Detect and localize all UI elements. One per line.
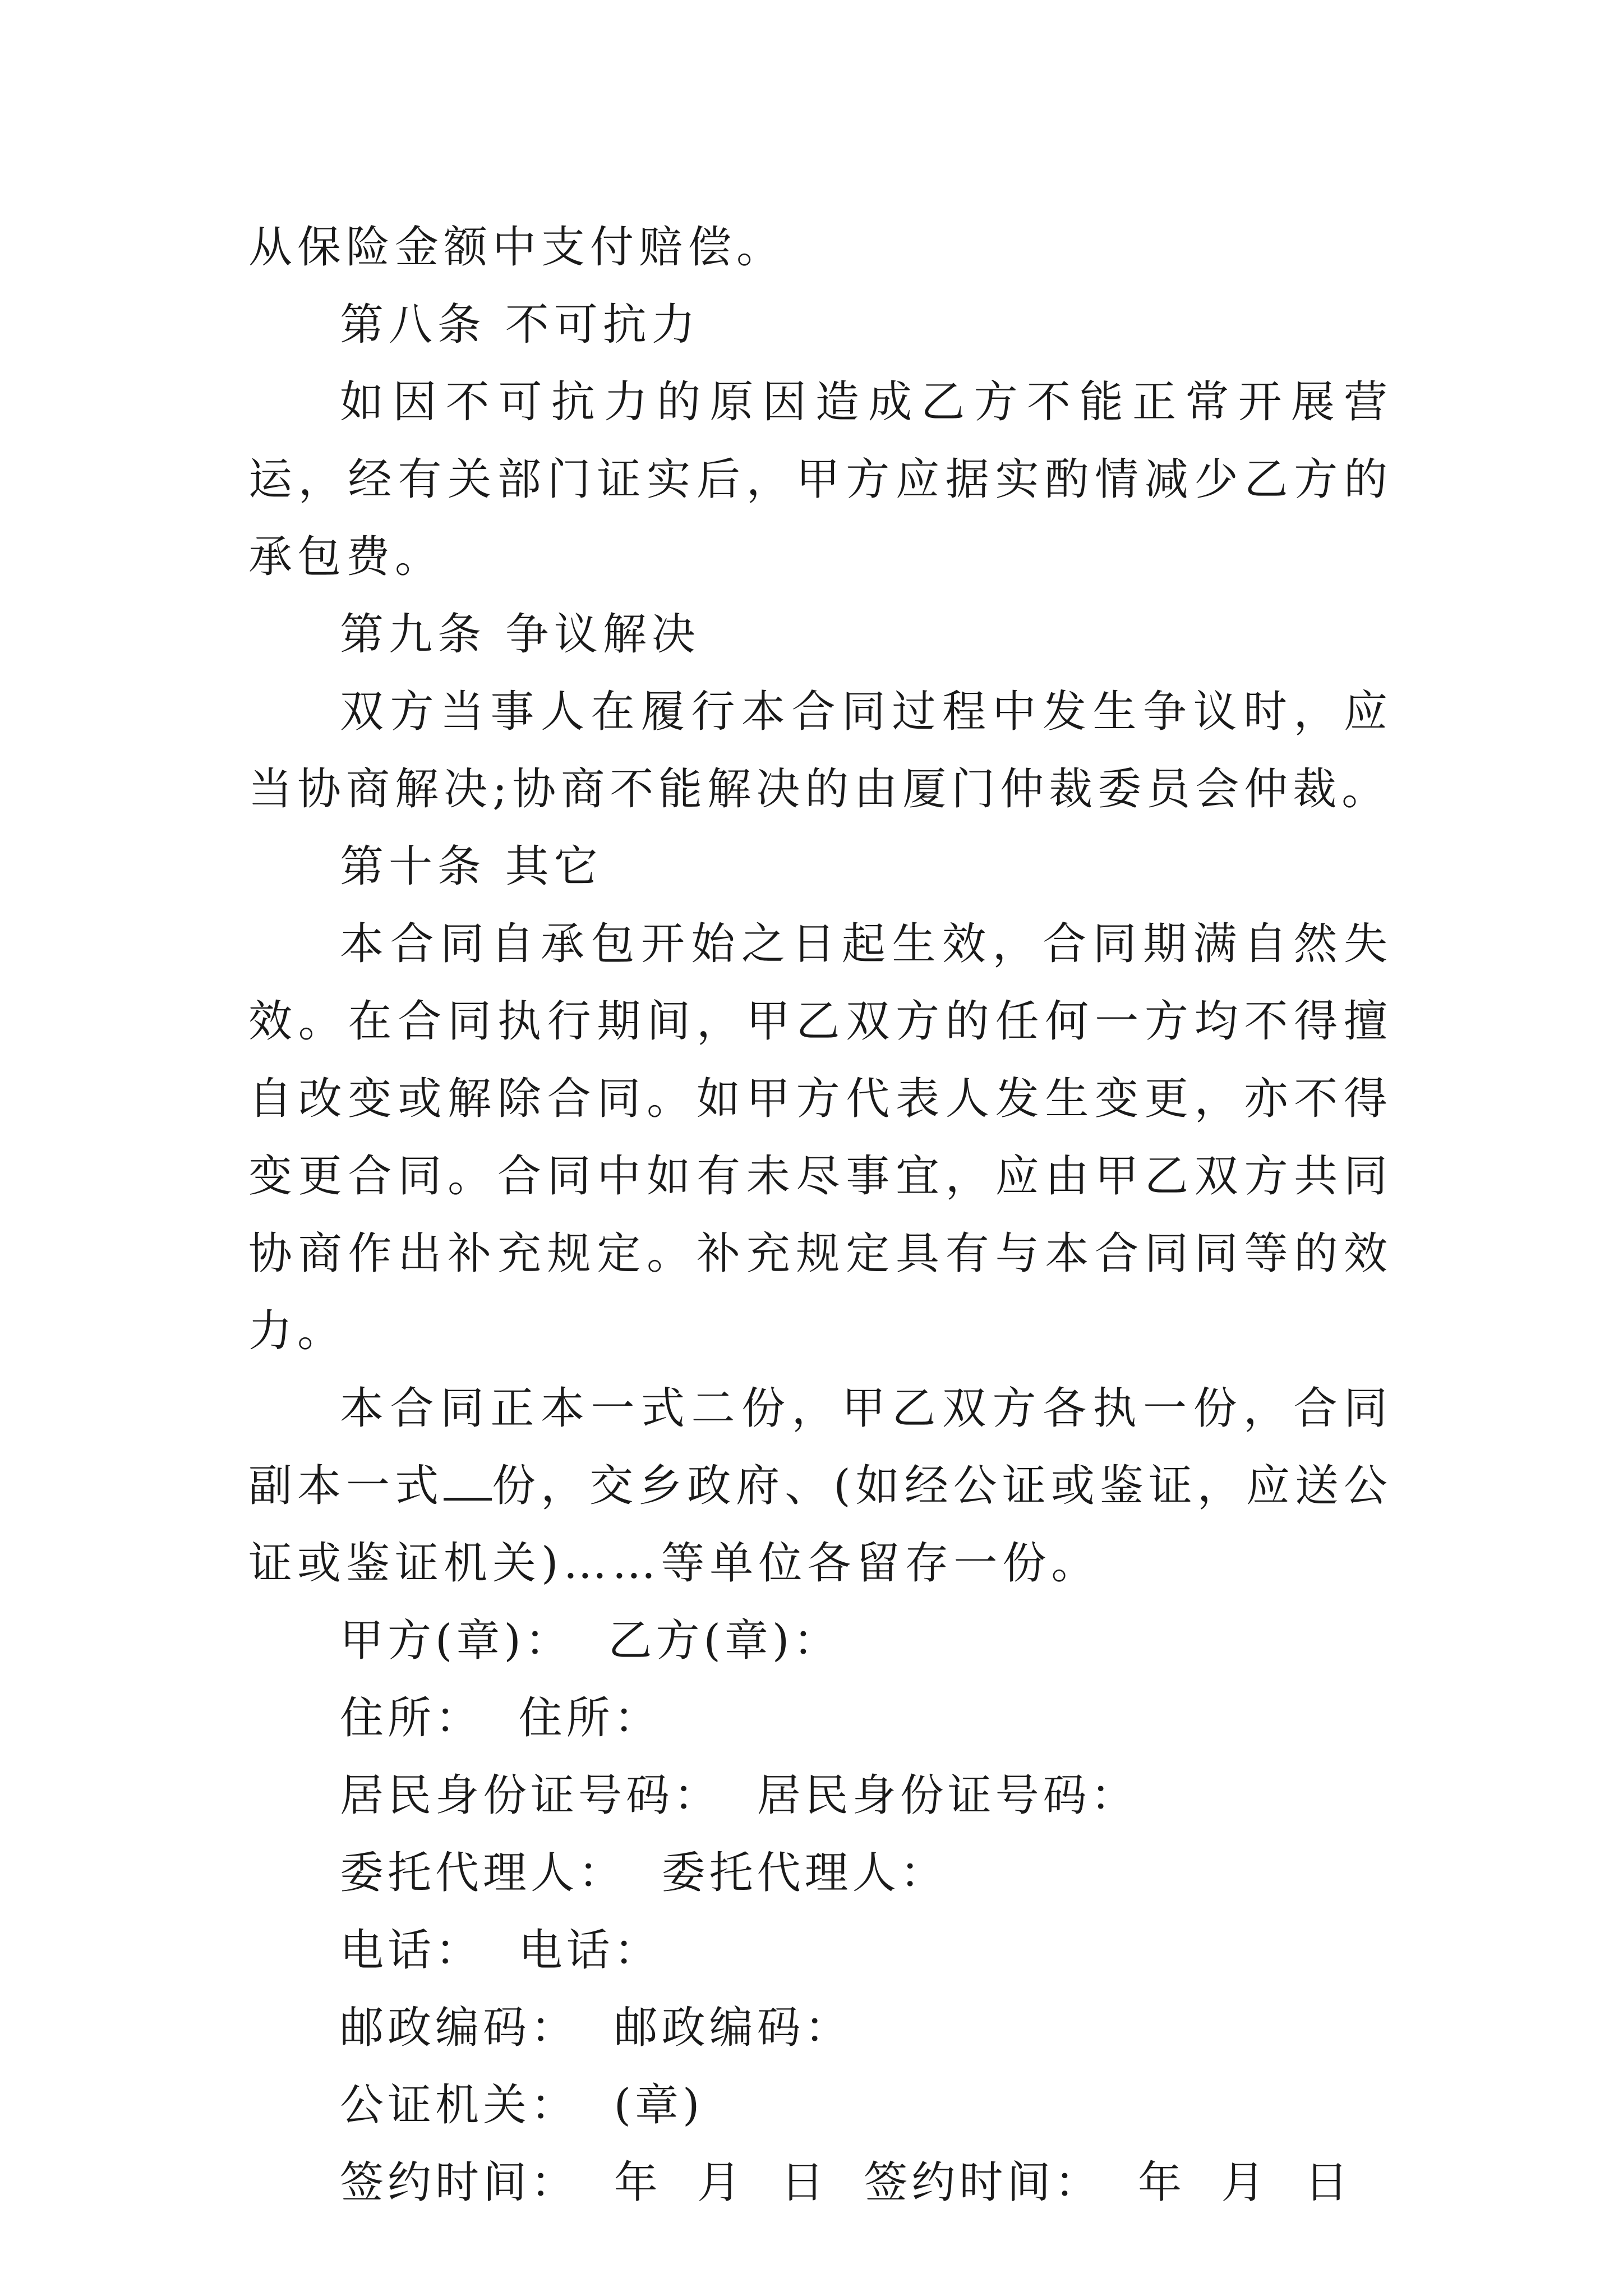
signature-date: 签约时间： 年 月 日 签约时间： 年 月 日 (340, 2157, 1353, 2208)
article-10-body-2-part-b: 份，交乡政府、(如经公证或鉴证，应送公证或鉴证机关)……等单位各留存一份。 (248, 1461, 1393, 1589)
article-10-body-2-part-a: 本合同正本一式二份，甲乙双方各执一份，合同副本一式 (248, 1383, 1393, 1511)
copies-blank (444, 1458, 492, 1501)
signature-address: 住所： 住所： (340, 1693, 662, 1743)
article-9-body: 双方当事人在履行本合同过程中发生争议时，应当协商解决;协商不能解决的由厦门仲裁委员会仲裁。 (248, 687, 1393, 815)
signature-parties: 甲方(章)： 乙方(章)： (340, 1616, 841, 1666)
signature-phone: 电话： 电话： (340, 1925, 662, 1976)
article-9-heading: 第九条 争议解决 (340, 609, 700, 660)
signature-notary: 公证机关： (章) (340, 2080, 704, 2131)
signature-id-number: 居民身份证号码： 居民身份证号码： (340, 1770, 1138, 1821)
continuation-line: 从保险金额中支付赔偿。 (248, 222, 786, 273)
article-8-body: 如因不可抗力的原因造成乙方不能正常开展营运，经有关部门证实后，甲方应据实酌情减少乙方的承包费。 (248, 377, 1393, 582)
signature-agent: 委托代理人： 委托代理人： (340, 1848, 948, 1898)
article-8-heading: 第八条 不可抗力 (340, 300, 700, 350)
article-10-body-2 (248, 1370, 1393, 1602)
signature-postcode: 邮政编码： 邮政编码： (340, 2003, 852, 2053)
article-10-heading: 第十条 其它 (340, 841, 603, 892)
article-10-body-1: 本合同自承包开始之日起生效，合同期满自然失效。在合同执行期间，甲乙双方的任何一方均不得擅自改变或解除合同。如甲方代表人发生变更，亦不得变更合同。合同中如有未尽事宜，应由甲乙双方共同协商作出补充规定。补充规定具有与本合同同等的效力。 (248, 919, 1393, 1356)
contract-text (248, 209, 1393, 2221)
